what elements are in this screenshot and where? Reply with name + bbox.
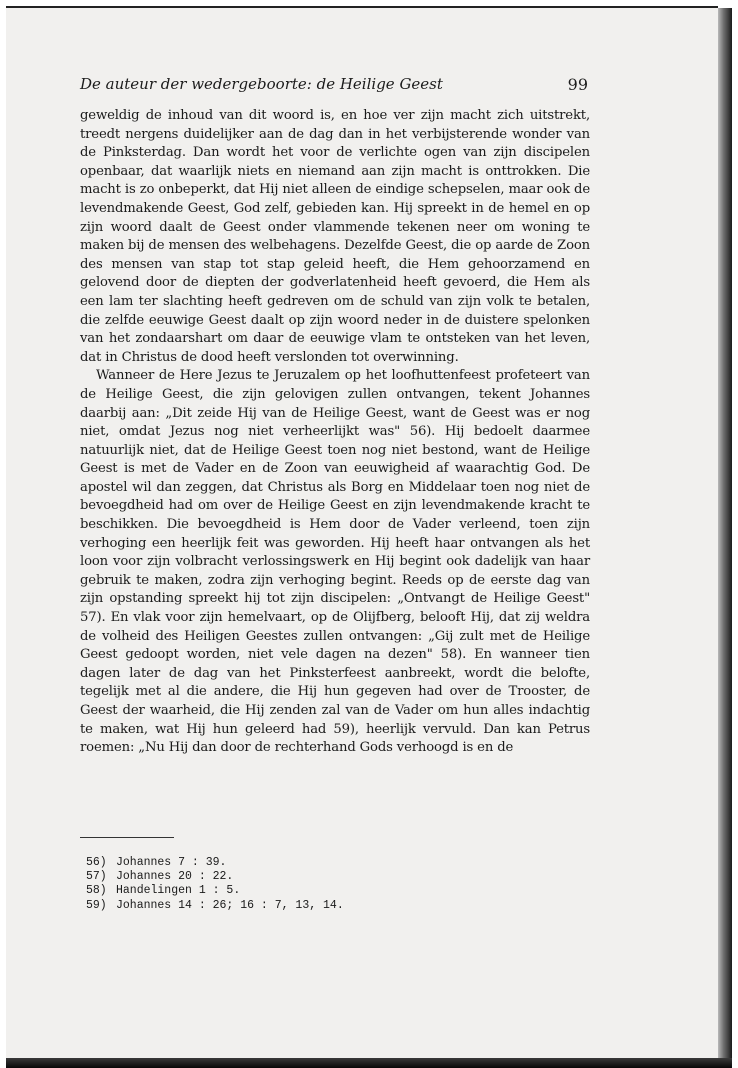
running-head xyxy=(80,75,590,93)
footnote xyxy=(86,856,486,870)
page-number: 99 xyxy=(567,75,588,94)
paragraph: Wanneer de Here Jezus te Jeruzalem op het loofhuttenfeest profeteert van de Heilige Geest, die zijn gelovigen zullen ontvangen, tekent Johannes daarbij aan: „Dit zeide Hij van de Heilige Geest, want de Geest was er nog niet, omdat Jezus nog niet verheerlijkt was" 56). Hij bedoelt daarmee natuurlijk niet, dat de Heilige Geest toen nog niet bestond, want de Heilige Geest is met de Vader en de Zoon van eeuwigheid af waarachtig God. De apostel wil dan zeggen, dat Christus als Borg en Middelaar toen nog niet de bevoegdheid had om over de Heilige Geest en zijn levendmakende kracht te beschikken. Die bevoegdheid is Hem door de Vader verleend, toen zijn verhoging een heerlijk feit was geworden. Hij heeft haar ontvangen als het loon voor zijn volbracht verlossingswerk en Hij begint ook dadelijk van haar gebruik te maken, zodra zijn verhoging begint. Reeds op de eerste dag van zijn opstanding spreekt hij tot zijn discipelen: „Ontvangt de Heilige Geest" 57). En vlak voor zijn hemelvaart, op de Olijfberg, belooft Hij, dat zij weldra de volheid des Heiligen Geestes zullen ontvangen: „Gij zult met de Heilige Geest gedoopt worden, niet vele dagen na dezen" 58). En wanneer tien dagen later de dag van het Pinksterfeest aanbreekt, wordt die belofte, tegelijk met al die andere, die Hij hun gegeven had over de Trooster, de Geest der waarheid, die Hij zenden zal van de Vader om hun alles indachtig te maken, wat Hij hun geleerd had 59), heerlijk vervuld. Dan kan Petrus roemen: „Nu Hij dan door de rechterhand Gods verhoogd is en de xyxy=(80,368,590,756)
footnote-reference: Handelingen 1 : 5. xyxy=(116,884,241,898)
footnote xyxy=(86,884,486,898)
footnote-number: 59) xyxy=(86,898,107,912)
footnote xyxy=(86,899,486,913)
footnote-number: 58) xyxy=(86,884,107,898)
paragraph: geweldig de inhoud van dit woord is, en hoe ver zijn macht zich uitstrekt, treedt nergens duidelijker aan de dag dan in het verbijsterende wonder van de Pinksterdag. Dan wordt het voor de verlichte ogen van zijn discipelen openbaar, dat waarlijk niets en niemand aan zijn macht is onttrokken. Die macht is zo onbeperkt, dat Hij niet alleen de eindige schepselen, maar ook de levendmakende Geest, God zelf, gebieden kan. Hij spreekt in de hemel en op zijn woord daalt de Geest onder vlammende tekenen neer om woning te maken bij de mensen des welbehagens. Dezelfde Geest, die op aarde de Zoon des mensen van stap tot stap geleid heeft, die Hem gehoorzamend en gelovend door de diepten der godverlatenheid heeft gevoerd, die Hem als een lam ter slachting heeft gedreven om de schuld van zijn volk te betalen, die zelfde eeuwige Geest daalt op zijn woord neder in de duistere spelonken van het zondaarshart om daar de eeuwige vlam te ontsteken van het leven, dat in Christus de dood heeft verslonden tot overwinning. xyxy=(80,108,590,365)
footnote-reference: Johannes 20 : 22. xyxy=(116,870,234,884)
body-text xyxy=(80,107,590,758)
footnotes xyxy=(86,856,486,913)
footnote xyxy=(86,870,486,884)
footnote-reference: Johannes 14 : 26; 16 : 7, 13, 14. xyxy=(116,898,344,912)
page-edge-shadow-right xyxy=(718,8,732,1066)
running-title: De auteur der wedergeboorte: de Heilige Geest xyxy=(80,75,443,93)
page-edge-shadow-bottom xyxy=(6,1058,732,1068)
footnote-number: 57) xyxy=(86,870,107,884)
footnote-divider xyxy=(80,837,174,838)
footnote-number: 56) xyxy=(86,856,107,869)
footnote-reference: Johannes 7 : 39. xyxy=(116,856,227,869)
